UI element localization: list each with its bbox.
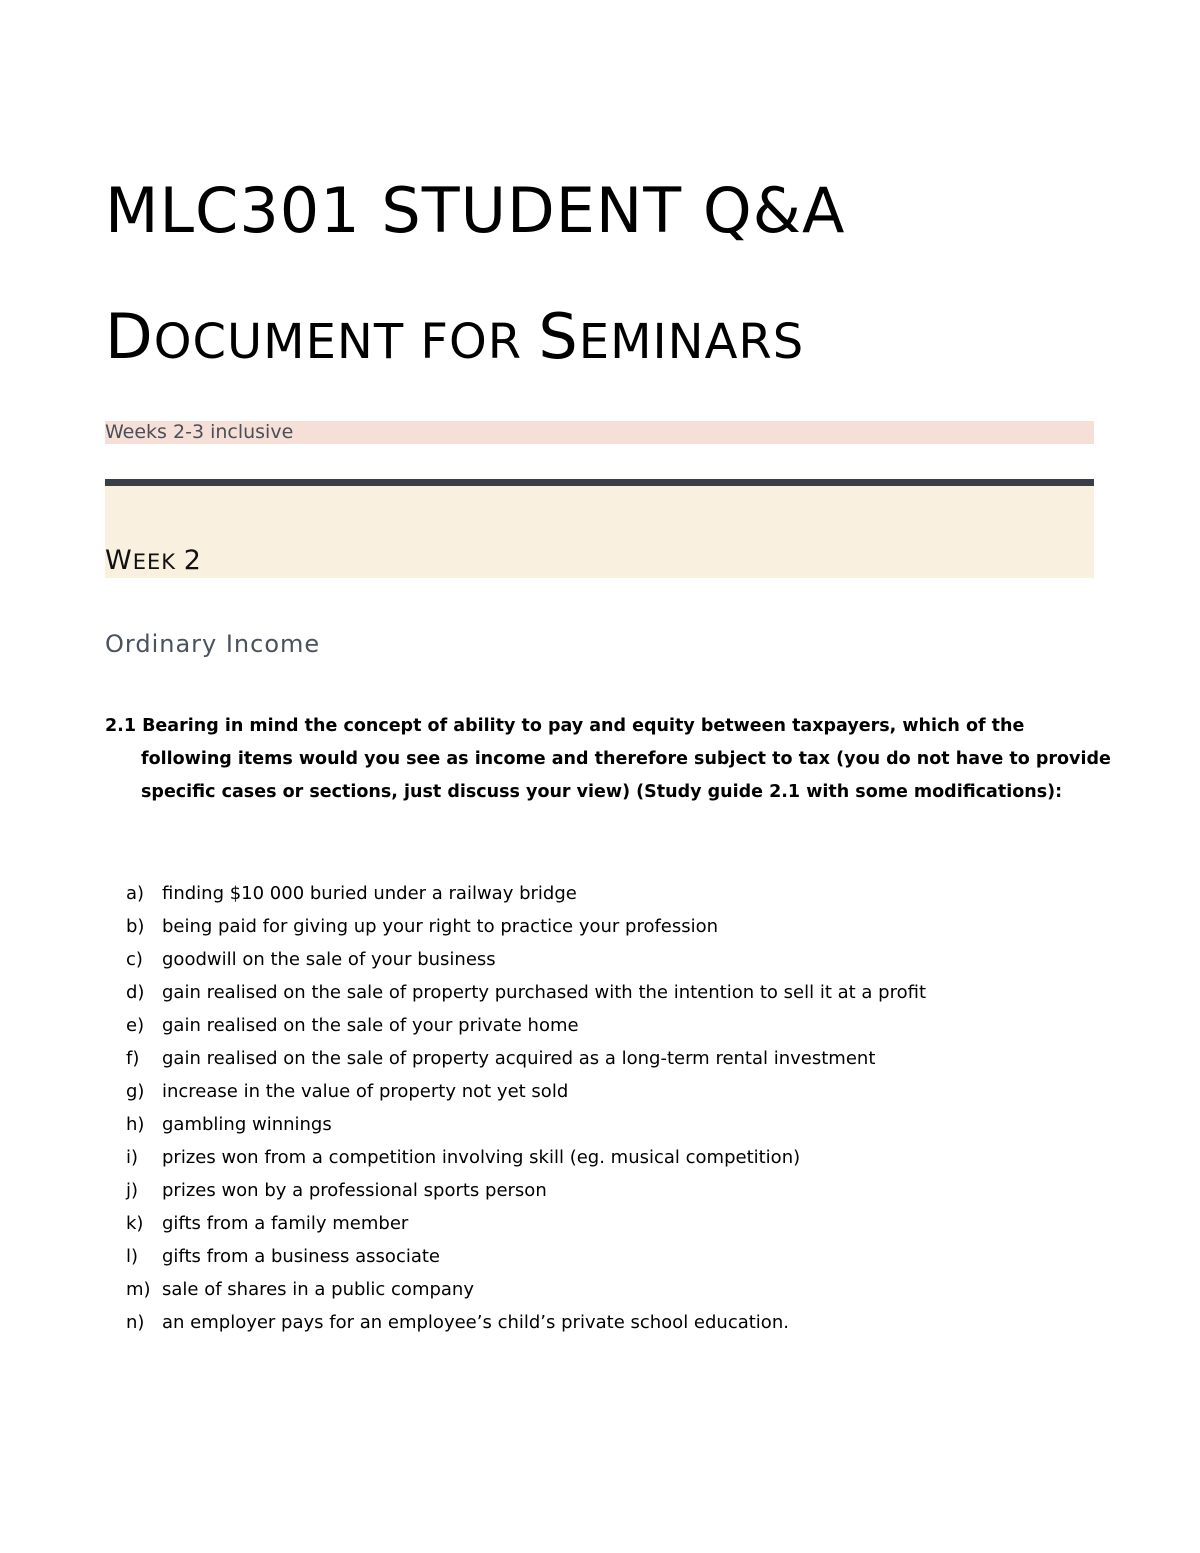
list-item (126, 877, 926, 910)
list-item-marker: k) (126, 1213, 144, 1234)
question-line-2: following items would you see as income and therefore subject to tax (you do not have to provide (141, 749, 1111, 769)
list-item (126, 976, 926, 1009)
list-item-marker: j) (126, 1180, 139, 1201)
title-smallcaps-ocument-for: OCUMENT FOR (153, 314, 539, 370)
list-item-marker: g) (126, 1081, 145, 1102)
list-item-marker: a) (126, 883, 145, 904)
week-heading-band (105, 486, 1094, 578)
list-item-text: gifts from a family member (162, 1213, 409, 1234)
heading-rule (105, 479, 1094, 486)
list-item-marker: i) (126, 1147, 139, 1168)
list-item-text: increase in the value of property not yet sold (162, 1081, 569, 1102)
list-item (126, 1108, 926, 1141)
list-item-text: goodwill on the sale of your business (162, 949, 496, 970)
list-item-text: gain realised on the sale of your private home (162, 1015, 579, 1036)
week-heading (105, 544, 202, 579)
question-2-1 (105, 710, 1111, 809)
list-item-marker: m) (126, 1279, 151, 1300)
list-item (126, 1273, 926, 1306)
list-item-text: prizes won from a competition involving skill (eg. musical competition) (162, 1147, 801, 1168)
document-title-line2 (105, 300, 805, 373)
question-line-3: specific cases or sections, just discuss your view) (Study guide 2.1 with some modifications): (141, 782, 1063, 802)
week-number: 2 (183, 545, 202, 576)
items-list (126, 877, 926, 1339)
list-item-marker: h) (126, 1114, 145, 1135)
document-title-line1: MLC301 STUDENT Q&A (105, 174, 846, 247)
list-item (126, 1174, 926, 1207)
list-item-text: gifts from a business associate (162, 1246, 440, 1267)
list-item (126, 1207, 926, 1240)
title-cap-d: D (105, 300, 154, 373)
week-smallcaps-eek: EEK (132, 550, 184, 574)
title-cap-s: S (538, 300, 579, 373)
list-item (126, 943, 926, 976)
list-item-text: finding $10 000 buried under a railway bridge (162, 883, 577, 904)
title-smallcaps-eminars: EMINARS (578, 314, 805, 370)
list-item-text: an employer pays for an employee’s child’s private school education. (162, 1312, 789, 1333)
list-item (126, 1075, 926, 1108)
section-heading: Ordinary Income (105, 630, 321, 658)
subtitle: Weeks 2-3 inclusive (105, 421, 294, 443)
list-item (126, 1240, 926, 1273)
list-item-marker: b) (126, 916, 145, 937)
list-item-text: sale of shares in a public company (162, 1279, 474, 1300)
list-item-text: being paid for giving up your right to practice your profession (162, 916, 719, 937)
list-item-text: gain realised on the sale of property purchased with the intention to sell it at a profit (162, 982, 926, 1003)
list-item-marker: f) (126, 1048, 140, 1069)
question-line-1: 2.1 Bearing in mind the concept of ability to pay and equity between taxpayers, which of the (105, 716, 1025, 736)
week-cap-w: W (105, 545, 133, 576)
list-item-marker: l) (126, 1246, 139, 1267)
list-item (126, 1306, 926, 1339)
list-item-text: gain realised on the sale of property acquired as a long-term rental investment (162, 1048, 876, 1069)
list-item (126, 1042, 926, 1075)
list-item (126, 1141, 926, 1174)
list-item-marker: d) (126, 982, 145, 1003)
list-item-text: gambling winnings (162, 1114, 332, 1135)
list-item-text: prizes won by a professional sports person (162, 1180, 547, 1201)
list-item (126, 1009, 926, 1042)
list-item-marker: e) (126, 1015, 145, 1036)
list-item-marker: c) (126, 949, 143, 970)
list-item-marker: n) (126, 1312, 145, 1333)
list-item (126, 910, 926, 943)
